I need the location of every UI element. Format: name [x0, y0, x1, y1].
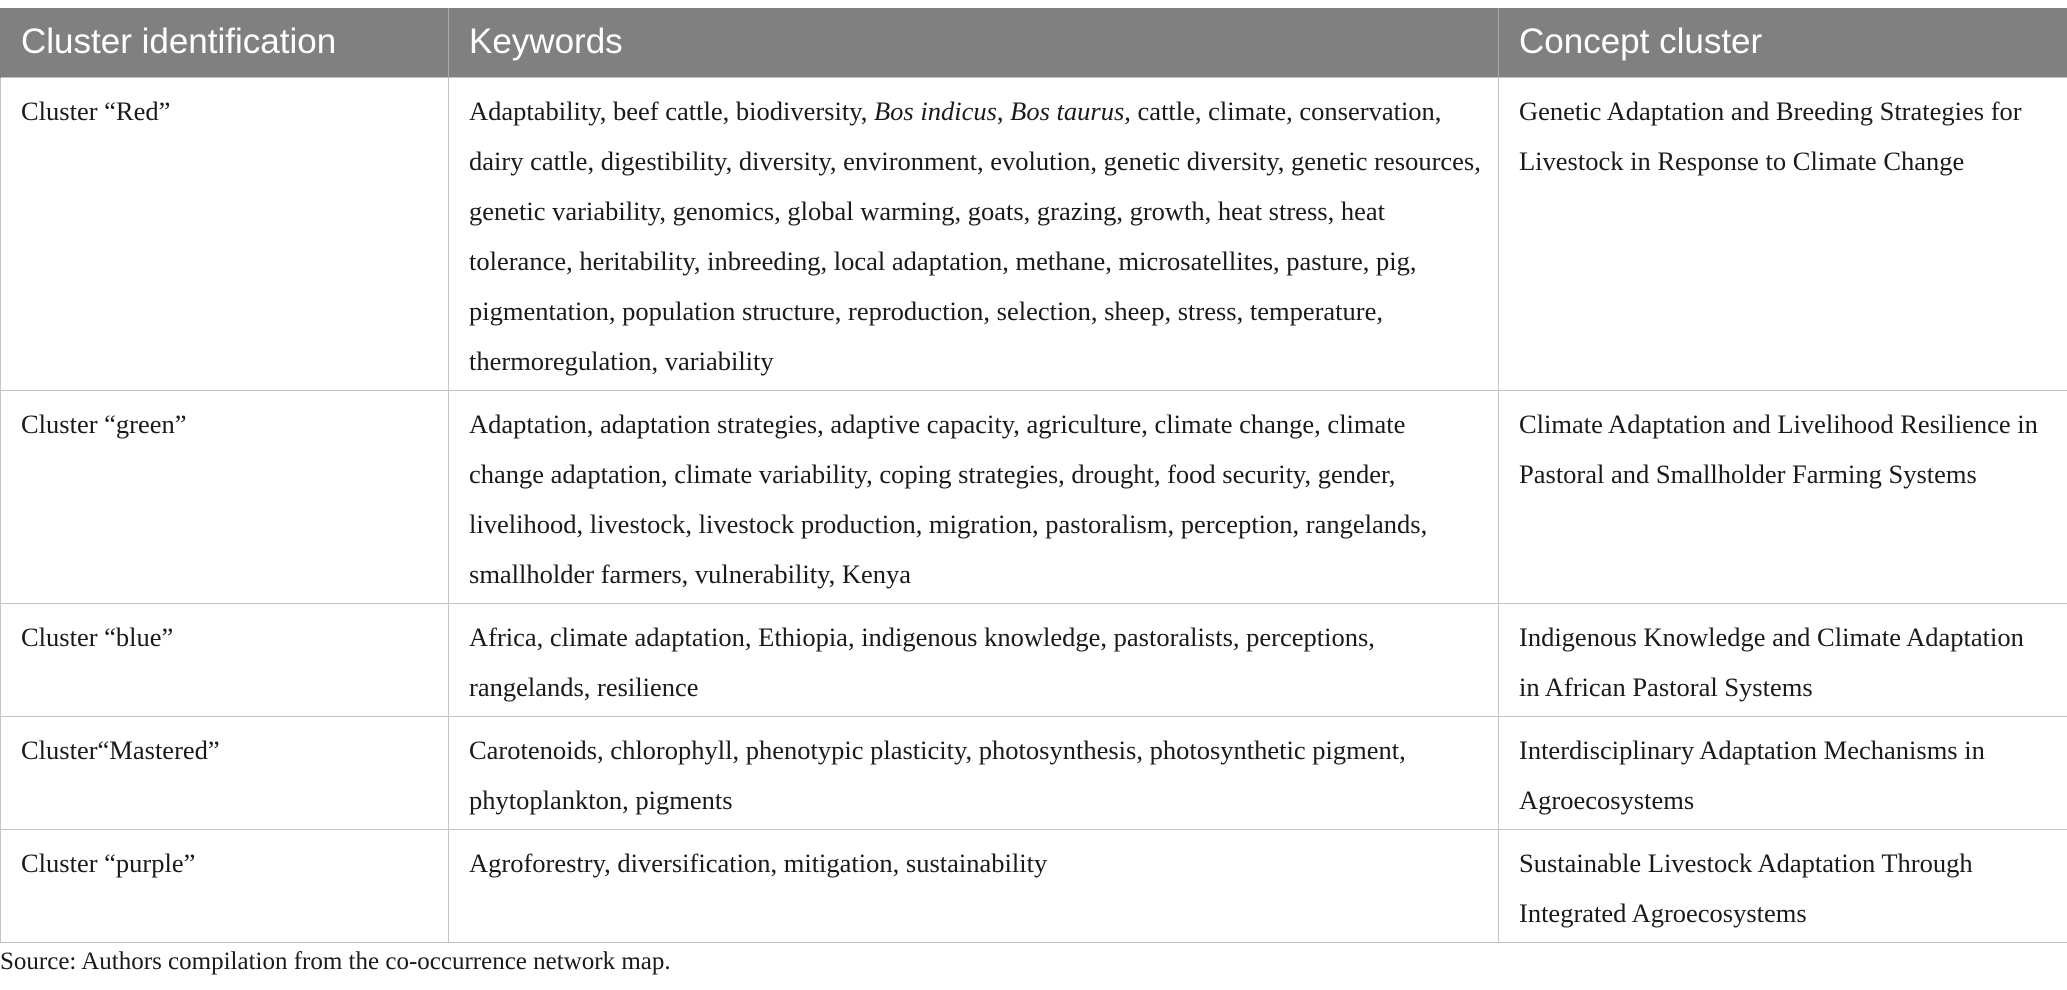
keyword-text: , cattle, climate, conservation, dairy cattle, digestibility, diversity, environment, evolution, genetic diversity, genetic resources, genetic variability, genomics, global warming, goats, grazing, growth, heat stress, heat tolerance, heritability, inbreeding, local adaptation, methane, microsatellites, pasture, pig, pigmentation, population structure, reproduction, selection, sheep, stress, temperature, thermoregulation, variability	[469, 95, 1481, 376]
source-note: Source: Authors compilation from the co-occurrence network map.	[0, 948, 671, 975]
header-cluster-identification: Cluster identification	[1, 8, 449, 77]
keyword-text: Agroforestry, diversification, mitigation, sustainability	[469, 847, 1048, 878]
keyword-text: ,	[996, 95, 1011, 126]
keywords-cell	[449, 390, 1499, 603]
concept-cell: Sustainable Livestock Adaptation Through Integrated Agroecosystems	[1499, 829, 2067, 942]
table-row	[1, 829, 2067, 942]
keyword-text: Africa, climate adaptation, Ethiopia, indigenous knowledge, pastoralists, perceptions, rangelands, resilience	[469, 621, 1375, 702]
cluster-cell: Cluster “Red”	[1, 77, 449, 390]
concept-cell: Indigenous Knowledge and Climate Adaptation in African Pastoral Systems	[1499, 603, 2067, 716]
cluster-table	[0, 8, 2067, 943]
keyword-species-name: Bos taurus	[1010, 95, 1125, 126]
header-row	[1, 8, 2067, 77]
table-row	[1, 390, 2067, 603]
cluster-cell: Cluster“Mastered”	[1, 716, 449, 829]
keywords-cell	[449, 829, 1499, 942]
table-row	[1, 603, 2067, 716]
concept-cell: Interdisciplinary Adaptation Mechanisms in Agroecosystems	[1499, 716, 2067, 829]
concept-cell: Genetic Adaptation and Breeding Strategies for Livestock in Response to Climate Change	[1499, 77, 2067, 390]
keyword-species-name: Bos indicus	[873, 95, 997, 126]
cluster-cell: Cluster “purple”	[1, 829, 449, 942]
table-body	[1, 77, 2067, 942]
cluster-cell: Cluster “green”	[1, 390, 449, 603]
keywords-cell	[449, 716, 1499, 829]
table-row	[1, 716, 2067, 829]
keywords-cell	[449, 603, 1499, 716]
table-row	[1, 77, 2067, 390]
cluster-cell: Cluster “blue”	[1, 603, 449, 716]
header-concept-cluster: Concept cluster	[1499, 8, 2067, 77]
keywords-cell	[449, 77, 1499, 390]
concept-cell: Climate Adaptation and Livelihood Resilience in Pastoral and Smallholder Farming Systems	[1499, 390, 2067, 603]
table-header	[1, 8, 2067, 77]
keyword-text: Adaptation, adaptation strategies, adaptive capacity, agriculture, climate change, climate change adaptation, climate variability, coping strategies, drought, food security, gender, livelihood, livestock, livestock production, migration, pastoralism, perception, rangelands, smallholder farmers, vulnerability, Kenya	[469, 408, 1428, 589]
keyword-text: Carotenoids, chlorophyll, phenotypic plasticity, photosynthesis, photosynthetic pigment, phytoplankton, pigments	[469, 734, 1406, 815]
header-keywords: Keywords	[449, 8, 1499, 77]
keyword-text: Adaptability, beef cattle, biodiversity,	[469, 95, 874, 126]
cluster-table-wrapper	[0, 8, 2067, 943]
